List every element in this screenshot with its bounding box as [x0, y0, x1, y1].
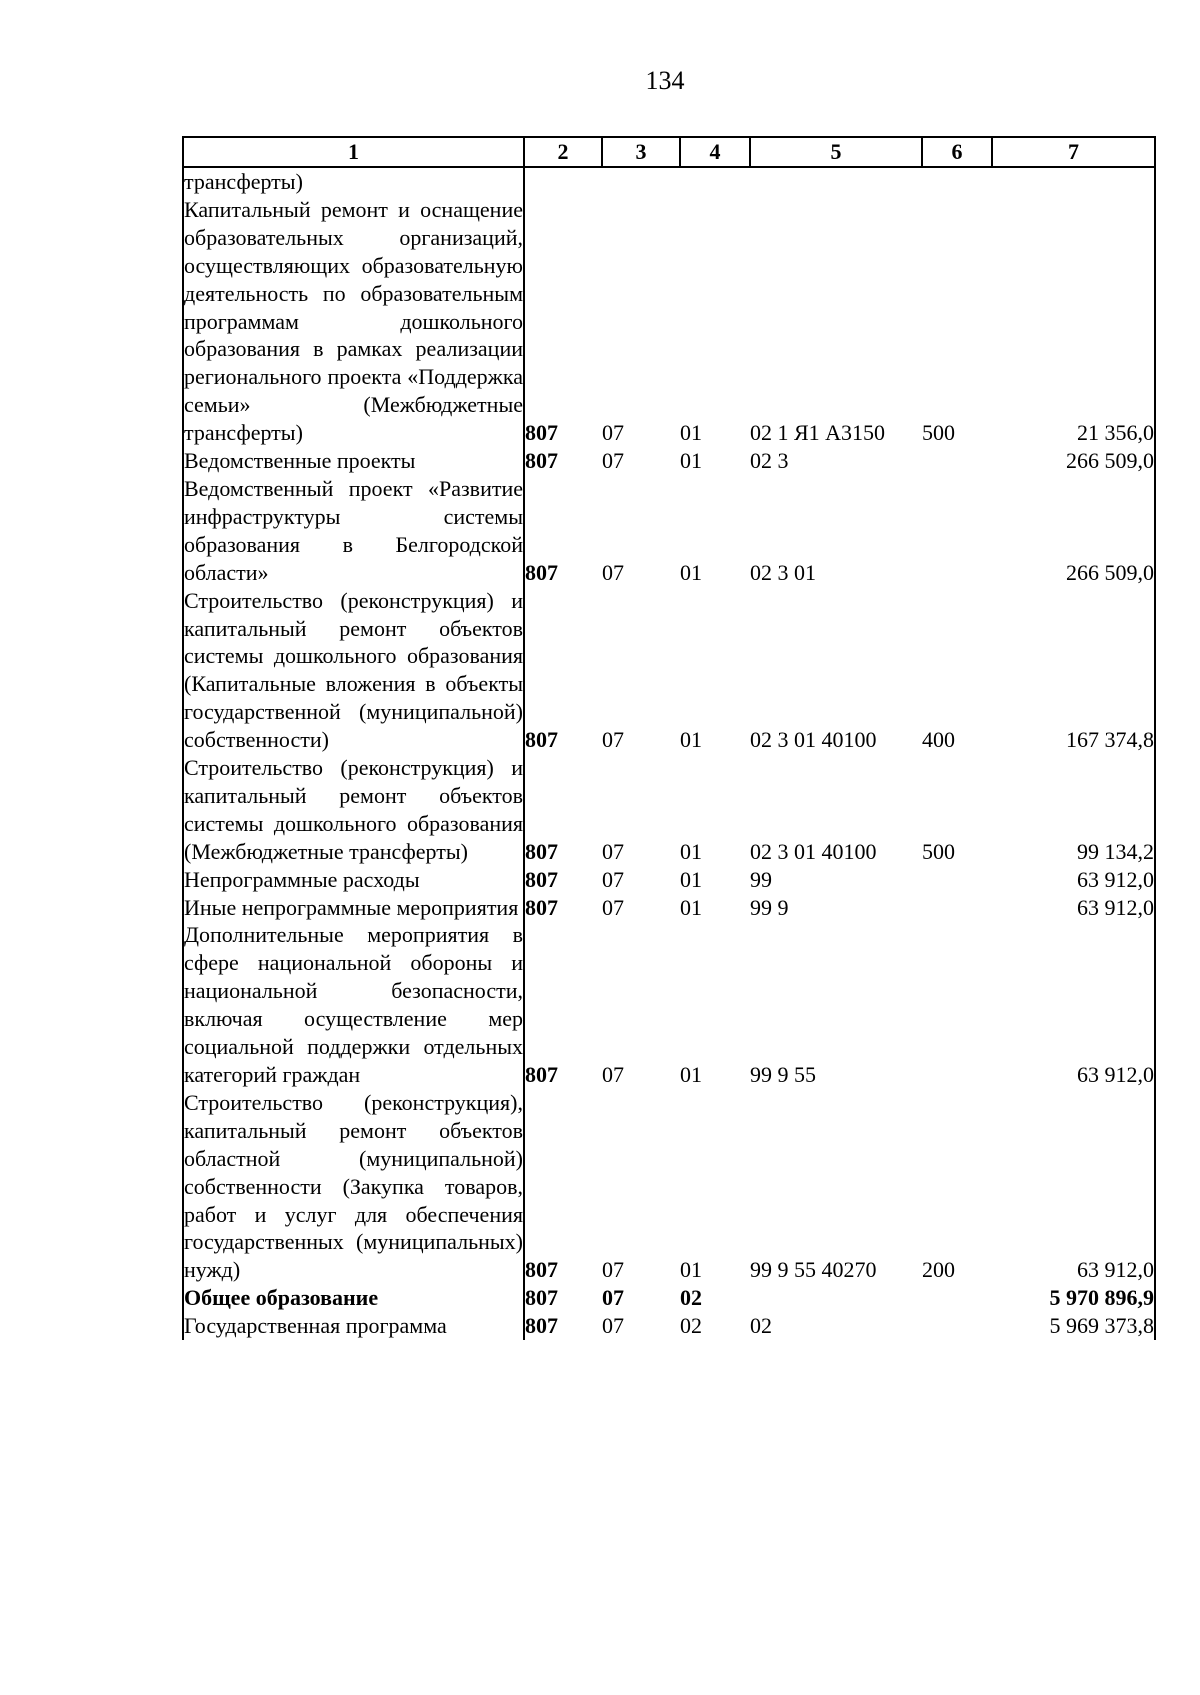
cell-subsection: 01 — [680, 1062, 702, 1087]
table-row — [184, 894, 1154, 922]
table-row — [184, 167, 1154, 196]
table-row — [184, 587, 1154, 754]
table-row — [184, 447, 1154, 475]
cell-section: 07 — [602, 448, 624, 474]
cell-target-article: 02 1 Я1 А3150 — [750, 420, 886, 446]
row-name: Непрограммные расходы — [184, 866, 524, 894]
cell-target-article: 02 3 01 40100 — [750, 727, 877, 753]
cell-ministry: 807 — [525, 727, 558, 753]
cell-subsection: 01 — [680, 866, 702, 892]
cell-expense-type: 500 — [922, 838, 955, 864]
cell-expense-type: 500 — [922, 420, 955, 446]
cell-amount: 21 356,0 — [1077, 420, 1154, 446]
cell-ministry: 807 — [525, 1313, 558, 1339]
cell-target-article: 99 9 — [750, 894, 789, 920]
row-name: Строительство (реконструкция) и капитальный ремонт объектов системы дошкольного образования (Межбюджетные трансферты) — [184, 755, 523, 864]
cell-section: 07 — [602, 1062, 624, 1087]
budget-table — [184, 136, 1154, 1340]
table-row — [184, 196, 1154, 447]
cell-expense-type: 400 — [922, 727, 955, 753]
cell-ministry: 807 — [525, 559, 558, 585]
row-name: Капитальный ремонт и оснащение образовательных организаций, осуществляющих образовательную деятельность по образовательным программам дошкольного образования в рамках реализации регионального проекта «Поддержка семьи» (Межбюджетные трансферты) — [184, 196, 523, 446]
table-row — [184, 1089, 1154, 1284]
cell-amount: 167 374,8 — [1066, 727, 1154, 753]
column-header: 3 — [602, 137, 680, 167]
cell-section: 07 — [602, 1285, 624, 1311]
cell-subsection: 01 — [680, 727, 702, 753]
cell-ministry: 807 — [525, 1062, 558, 1087]
cell-amount: 266 509,0 — [1066, 559, 1154, 585]
cell-ministry: 807 — [525, 894, 558, 920]
table-row — [184, 754, 1154, 866]
cell-section: 07 — [602, 727, 624, 753]
row-name: трансферты) — [184, 167, 524, 196]
cell-target-article: 99 9 55 — [750, 1062, 816, 1087]
cell-amount: 99 134,2 — [1077, 838, 1154, 864]
cell-amount — [992, 167, 1154, 196]
cell-ministry — [524, 167, 602, 196]
row-name: Ведомственные проекты — [184, 447, 524, 475]
cell-amount: 5 969 373,8 — [1049, 1313, 1154, 1339]
cell-subsection: 02 — [680, 1313, 702, 1339]
cell-expense-type — [922, 475, 992, 587]
cell-subsection: 02 — [680, 1285, 702, 1311]
cell-amount: 63 912,0 — [1077, 1257, 1154, 1283]
cell-amount: 63 912,0 — [1077, 894, 1154, 920]
cell-expense-type — [922, 447, 992, 475]
cell-ministry: 807 — [525, 866, 558, 892]
cell-subsection: 01 — [680, 420, 702, 446]
cell-amount: 5 970 896,9 — [1049, 1285, 1154, 1311]
table-row-section-total — [184, 1284, 1154, 1312]
cell-target-article — [750, 167, 922, 196]
cell-expense-type — [922, 1312, 992, 1340]
row-name: Строительство (реконструкция) и капитальный ремонт объектов системы дошкольного образования (Капитальные вложения в объекты государственной (муниципальной) собственности) — [184, 587, 523, 753]
cell-expense-type — [922, 894, 992, 922]
cell-ministry: 807 — [525, 420, 558, 446]
budget-table-frame — [182, 136, 1156, 1340]
cell-expense-type — [922, 921, 992, 1088]
cell-section: 07 — [602, 420, 624, 446]
cell-target-article: 02 — [750, 1313, 772, 1339]
cell-section: 07 — [602, 838, 624, 864]
row-name: Иные непрограммные мероприятия — [184, 894, 524, 922]
column-header: 2 — [524, 137, 602, 167]
column-header: 5 — [750, 137, 922, 167]
cell-ministry: 807 — [525, 838, 558, 864]
cell-target-article — [750, 1284, 922, 1312]
cell-target-article: 99 9 55 40270 — [750, 1257, 877, 1283]
cell-expense-type — [922, 866, 992, 894]
table-row — [184, 866, 1154, 894]
cell-amount: 63 912,0 — [1077, 1062, 1154, 1087]
cell-subsection: 01 — [680, 838, 702, 864]
cell-expense-type — [922, 167, 992, 196]
cell-section: 07 — [602, 559, 624, 585]
row-name: Общее образование — [184, 1284, 524, 1312]
cell-ministry: 807 — [525, 1285, 558, 1311]
table-row — [184, 921, 1154, 1088]
column-header: 1 — [184, 137, 524, 167]
table-row — [184, 475, 1154, 587]
cell-section: 07 — [602, 866, 624, 892]
row-name: Дополнительные мероприятия в сфере национальной обороны и национальной безопасности, включая осуществление мер социальной поддержки отдельных категорий граждан — [184, 922, 523, 1087]
row-name: Ведомственный проект «Развитие инфраструктуры системы образования в Белгородской области» — [184, 475, 523, 585]
cell-subsection: 01 — [680, 448, 702, 474]
cell-section: 07 — [602, 1313, 624, 1339]
cell-target-article: 02 3 01 40100 — [750, 838, 877, 864]
header-row — [184, 137, 1154, 167]
cell-ministry: 807 — [525, 448, 558, 474]
page-number: 134 — [645, 66, 685, 95]
cell-target-article: 02 3 — [750, 448, 789, 474]
column-header: 6 — [922, 137, 992, 167]
column-header: 4 — [680, 137, 750, 167]
cell-subsection — [680, 167, 750, 196]
cell-amount: 266 509,0 — [1066, 448, 1154, 474]
cell-ministry: 807 — [525, 1257, 558, 1283]
row-name: Государственная программа — [184, 1312, 524, 1340]
cell-subsection: 01 — [680, 894, 702, 920]
row-name: Строительство (реконструкция), капитальный ремонт объектов областной (муниципальной) собственности (Закупка товаров, работ и услуг для обеспечения государственных (муниципальных) нужд) — [184, 1089, 523, 1283]
cell-amount: 63 912,0 — [1077, 866, 1154, 892]
cell-subsection: 01 — [680, 1257, 702, 1283]
cell-section — [602, 167, 680, 196]
table-row — [184, 1312, 1154, 1340]
cell-target-article: 02 3 01 — [750, 559, 816, 585]
cell-expense-type — [922, 1284, 992, 1312]
cell-target-article: 99 — [750, 866, 772, 892]
cell-subsection: 01 — [680, 559, 702, 585]
cell-expense-type: 200 — [922, 1257, 955, 1283]
column-header: 7 — [992, 137, 1154, 167]
cell-section: 07 — [602, 894, 624, 920]
cell-section: 07 — [602, 1257, 624, 1283]
